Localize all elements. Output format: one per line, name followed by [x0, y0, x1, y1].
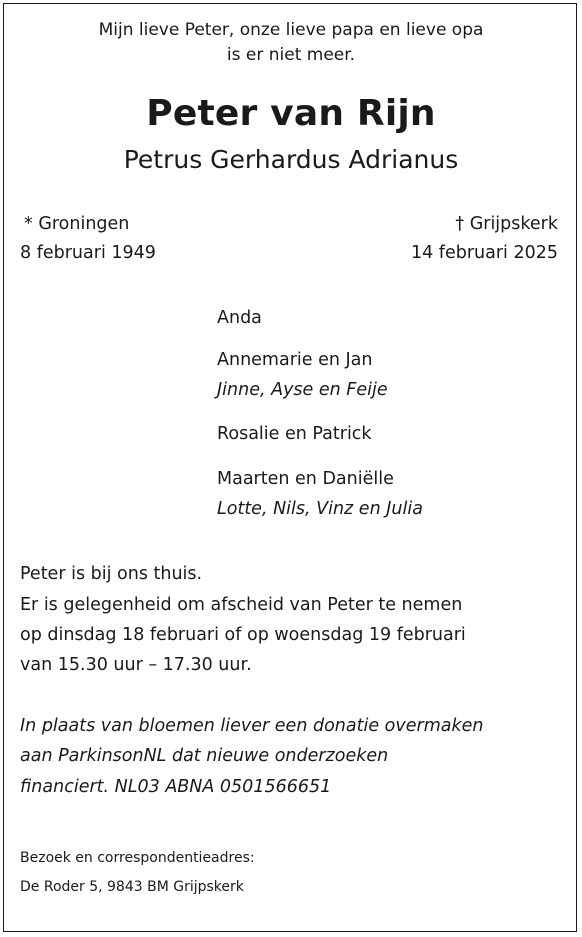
farewell-line: van 15.30 uur – 17.30 uur. [20, 655, 252, 675]
grandchildren: Lotte, Nils, Vinz en Julia [217, 499, 423, 519]
birth-place: * Groningen [24, 214, 130, 234]
donation-line: aan ParkinsonNL dat nieuwe onderzoeken [20, 746, 389, 766]
deceased-name: Peter van Rijn [146, 93, 436, 134]
deceased-full-name: Petrus Gerhardus Adrianus [123, 145, 459, 174]
family-member: Rosalie en Patrick [217, 424, 372, 444]
home-note: Peter is bij ons thuis. [20, 564, 203, 584]
birth-date: 8 februari 1949 [20, 243, 156, 263]
donation-line: In plaats van bloemen liever een donatie overmaken [20, 716, 484, 736]
intro-line-1: Mijn lieve Peter, onze lieve papa en lieve opa [98, 20, 484, 40]
farewell-line: op dinsdag 18 februari of op woensdag 19 februari [20, 625, 466, 645]
intro-line-2: is er niet meer. [226, 45, 356, 65]
death-date: 14 februari 2025 [410, 243, 558, 263]
address: De Roder 5, 9843 BM Grijpskerk [20, 879, 244, 895]
family-member: Annemarie en Jan [217, 350, 373, 370]
address-label: Bezoek en correspondentieadres: [20, 850, 255, 866]
death-place: † Grijpskerk [455, 214, 558, 234]
farewell-line: Er is gelegenheid om afscheid van Peter te nemen [20, 595, 463, 615]
donation-line: financiert. NL03 ABNA 0501566651 [20, 777, 332, 797]
family-member: Maarten en Daniëlle [217, 469, 394, 489]
family-member: Anda [217, 308, 262, 328]
grandchildren: Jinne, Ayse en Feije [217, 380, 388, 400]
